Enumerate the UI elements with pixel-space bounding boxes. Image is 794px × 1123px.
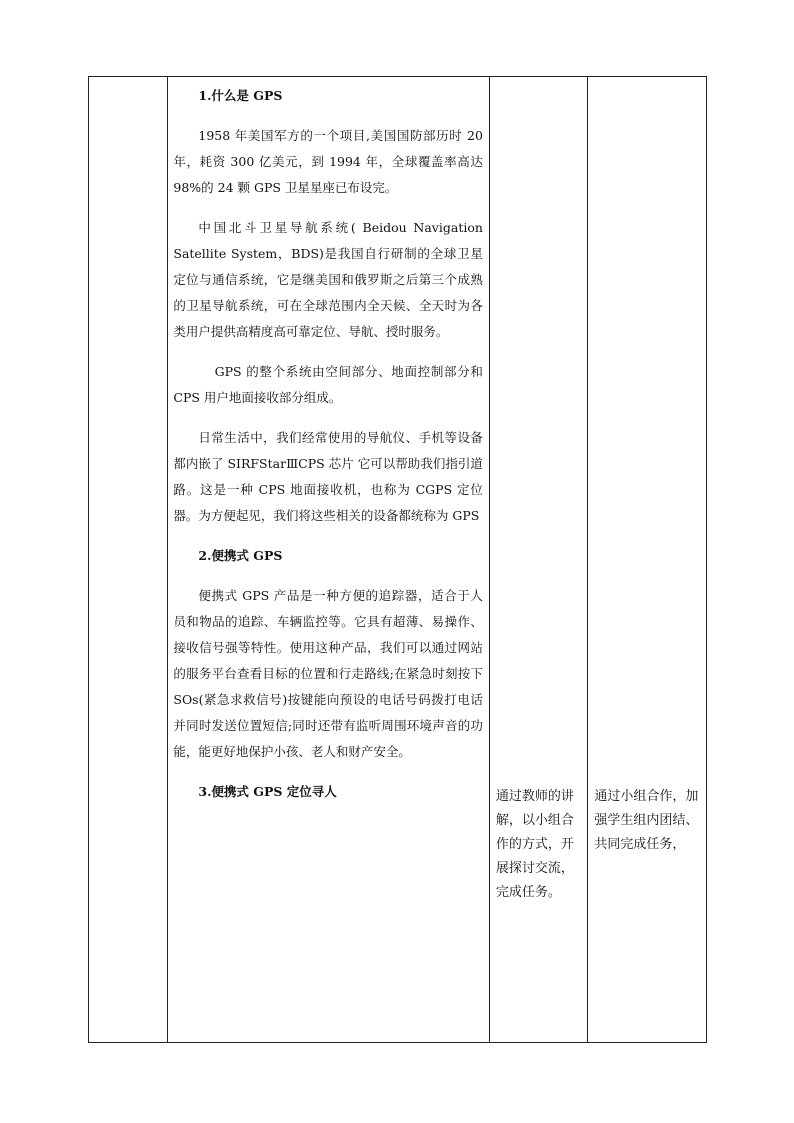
lesson-plan-table (88, 76, 707, 1043)
teacher-activity-cell (489, 77, 587, 1043)
content-cell (168, 77, 490, 1043)
section-heading: 3.便携式 GPS 定位寻人 (198, 784, 337, 799)
table-row (89, 77, 707, 1043)
paragraph: 中国北斗卫星导航系统( Beidou Navigation Satellite System，BDS)是我国自行研制的全球卫星定位与通信系统，它是继美国和俄罗斯之后第三个成熟的卫星导航系统，可在全球范围内全天候、全天时为各类用户提供高精度高可靠定位、导航、授时服务。 (173, 220, 483, 339)
design-intent-text: 通过小组合作，加强学生组内团结、共同完成任务， (594, 789, 699, 852)
paragraph: 日常生活中，我们经常使用的导航仪、手机等设备都内嵌了 SIRFStarⅢCPS 芯片 它可以帮助我们指引道路。这是一种 CPS 地面接收机，也称为 CGPS 定位器。为方便起见，我们将这些相关的设备都统称为 GPS (173, 430, 483, 523)
section-heading: 2.便携式 GPS (198, 548, 283, 563)
paragraph: GPS 的整个系统由空间部分、地面控制部分和 CPS 用户地面接收部分组成。 (173, 364, 483, 405)
content-body (168, 77, 489, 805)
paragraph: 1958 年美国军方的一个项目,美国国防部历时 20 年，耗资 300 亿美元，到 1994 年，全球覆盖率高达 98%的 24 颗 GPS 卫星星座已布设完。 (173, 128, 483, 195)
design-intent-cell (588, 77, 707, 1043)
section-heading: 1.什么是 GPS (198, 88, 283, 103)
teacher-activity-text: 通过教师的讲解，以小组合作的方式，开展探讨交流，完成任务。 (495, 789, 574, 900)
paragraph: 便携式 GPS 产品是一种方便的追踪器，适合于人员和物品的追踪、车辆监控等。它具有超薄、易操作、接收信号强等特性。使用这种产品，我们可以通过网站的服务平台查看目标的位置和行走路线;在紧急时刻按下 SOs(紧急求救信号)按键能向预设的电话号码拨打电话并同时发送位置短信;同时还带有监听周围环境声音的功能，能更好地保护小孩、老人和财产安全。 (173, 588, 483, 759)
stage-cell (89, 77, 168, 1043)
